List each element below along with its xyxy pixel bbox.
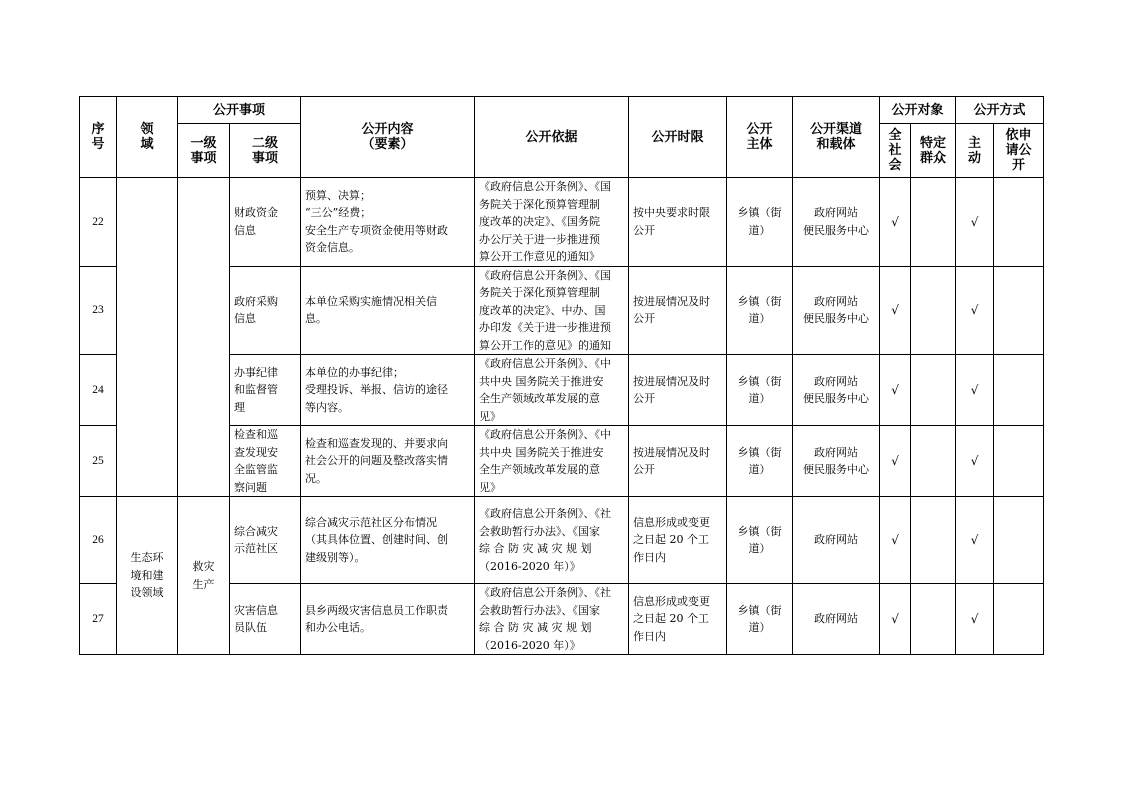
row-basis: 《政府信息公开条例》、《国 务院关于深化预算管理制 度改革的决定》、《国务院 办公厅关于进一步推进预 算公开工作意见的通知》: [475, 178, 629, 267]
row-channel: 政府网站 便民服务中心: [793, 266, 880, 355]
row-seq: 22: [80, 178, 117, 267]
row-all-society-check: √: [880, 426, 911, 497]
header-domain: 领 域: [117, 97, 178, 178]
row-seq: 26: [80, 497, 117, 584]
header-all-society: 全 社 会: [880, 124, 911, 178]
level1-cell-empty: [178, 178, 230, 497]
row-content: 本单位采购实施情况相关信 息。: [301, 266, 475, 355]
row-content: 本单位的办事纪律； 受理投诉、举报、信访的途径 等内容。: [301, 355, 475, 426]
header-time-limit: 公开时限: [629, 97, 727, 178]
row-on-request: [994, 584, 1044, 655]
row-basis: 《政府信息公开条例》、《中 共中央 国务院关于推进安 全生产领域改革发展的意 见》: [475, 355, 629, 426]
row-channel: 政府网站 便民服务中心: [793, 426, 880, 497]
row-basis: 《政府信息公开条例》、《中 共中央 国务院关于推进安 全生产领域改革发展的意 见》: [475, 426, 629, 497]
row-on-request: [994, 266, 1044, 355]
row-content: 预算、决算； “三公”经费； 安全生产专项资金使用等财政 资金信息。: [301, 178, 475, 267]
header-level1: 一级 事项: [178, 124, 230, 178]
row-basis: 《政府信息公开条例》、《国 务院关于深化预算管理制 度改革的决定》、中办、国 办印发《关于进一步推进预 算公开工作的意见》的通知: [475, 266, 629, 355]
row-channel: 政府网站: [793, 584, 880, 655]
row-level2: 检查和巡 查发现安 全监管监 察问题: [230, 426, 301, 497]
row-active-check: √: [956, 178, 994, 267]
row-specific-group: [911, 497, 956, 584]
row-specific-group: [911, 584, 956, 655]
header-level2: 二级 事项: [230, 124, 301, 178]
row-all-society-check: √: [880, 584, 911, 655]
header-channel: 公开渠道 和载体: [793, 97, 880, 178]
row-level2: 财政资金 信息: [230, 178, 301, 267]
row-specific-group: [911, 426, 956, 497]
domain-cell-empty: [117, 178, 178, 497]
row-all-society-check: √: [880, 178, 911, 267]
group-level1: 救灾 生产: [178, 497, 230, 655]
row-subject: 乡镇（街 道）: [727, 584, 793, 655]
row-level2: 综合减灾 示范社区: [230, 497, 301, 584]
row-seq: 24: [80, 355, 117, 426]
header-seq: 序 号: [80, 97, 117, 178]
header-method: 公开方式: [956, 97, 1044, 124]
row-time-limit: 信息形成或变更 之日起 20 个工 作日内: [629, 584, 727, 655]
table-row: [80, 178, 1044, 267]
row-on-request: [994, 355, 1044, 426]
row-channel: 政府网站 便民服务中心: [793, 178, 880, 267]
row-level2: 政府采购 信息: [230, 266, 301, 355]
header-subject: 公开 主体: [727, 97, 793, 178]
row-all-society-check: √: [880, 266, 911, 355]
table-row: [80, 497, 1044, 584]
header-basis: 公开依据: [475, 97, 629, 178]
row-time-limit: 按进展情况及时 公开: [629, 266, 727, 355]
header-on-request: 依申 请公 开: [994, 124, 1044, 178]
row-subject: 乡镇（街 道）: [727, 497, 793, 584]
row-specific-group: [911, 266, 956, 355]
row-on-request: [994, 426, 1044, 497]
header-audience: 公开对象: [880, 97, 956, 124]
row-time-limit: 信息形成或变更 之日起 20 个工 作日内: [629, 497, 727, 584]
row-seq: 27: [80, 584, 117, 655]
row-specific-group: [911, 355, 956, 426]
row-subject: 乡镇（街 道）: [727, 266, 793, 355]
row-active-check: √: [956, 497, 994, 584]
header-content: 公开内容 （要素）: [301, 97, 475, 178]
header-specific-group: 特定 群众: [911, 124, 956, 178]
row-basis: 《政府信息公开条例》、《社 会救助暂行办法》、《国家 综 合 防 灾 减 灾 规 划 （2016-2020 年）》: [475, 584, 629, 655]
row-all-society-check: √: [880, 355, 911, 426]
row-subject: 乡镇（街 道）: [727, 178, 793, 267]
row-active-check: √: [956, 584, 994, 655]
row-time-limit: 按进展情况及时 公开: [629, 426, 727, 497]
row-subject: 乡镇（街 道）: [727, 426, 793, 497]
header-active: 主 动: [956, 124, 994, 178]
row-seq: 23: [80, 266, 117, 355]
header-matters: 公开事项: [178, 97, 301, 124]
row-channel: 政府网站 便民服务中心: [793, 355, 880, 426]
row-level2: 办事纪律 和监督管 理: [230, 355, 301, 426]
row-active-check: √: [956, 266, 994, 355]
row-active-check: √: [956, 426, 994, 497]
row-content: 综合减灾示范社区分布情况 （其具体位置、创建时间、创 建级别等）。: [301, 497, 475, 584]
row-content: 县乡两级灾害信息员工作职责 和办公电话。: [301, 584, 475, 655]
row-subject: 乡镇（街 道）: [727, 355, 793, 426]
row-specific-group: [911, 178, 956, 267]
row-on-request: [994, 497, 1044, 584]
row-seq: 25: [80, 426, 117, 497]
row-time-limit: 按中央要求时限 公开: [629, 178, 727, 267]
row-all-society-check: √: [880, 497, 911, 584]
row-content: 检查和巡查发现的、并要求向 社会公开的问题及整改落实情 况。: [301, 426, 475, 497]
row-on-request: [994, 178, 1044, 267]
row-level2: 灾害信息 员队伍: [230, 584, 301, 655]
disclosure-table: [79, 96, 1044, 655]
row-active-check: √: [956, 355, 994, 426]
group-domain: 生态环 境和建 设领域: [117, 497, 178, 655]
row-time-limit: 按进展情况及时 公开: [629, 355, 727, 426]
row-basis: 《政府信息公开条例》、《社 会救助暂行办法》、《国家 综 合 防 灾 减 灾 规 划 （2016-2020 年）》: [475, 497, 629, 584]
row-channel: 政府网站: [793, 497, 880, 584]
